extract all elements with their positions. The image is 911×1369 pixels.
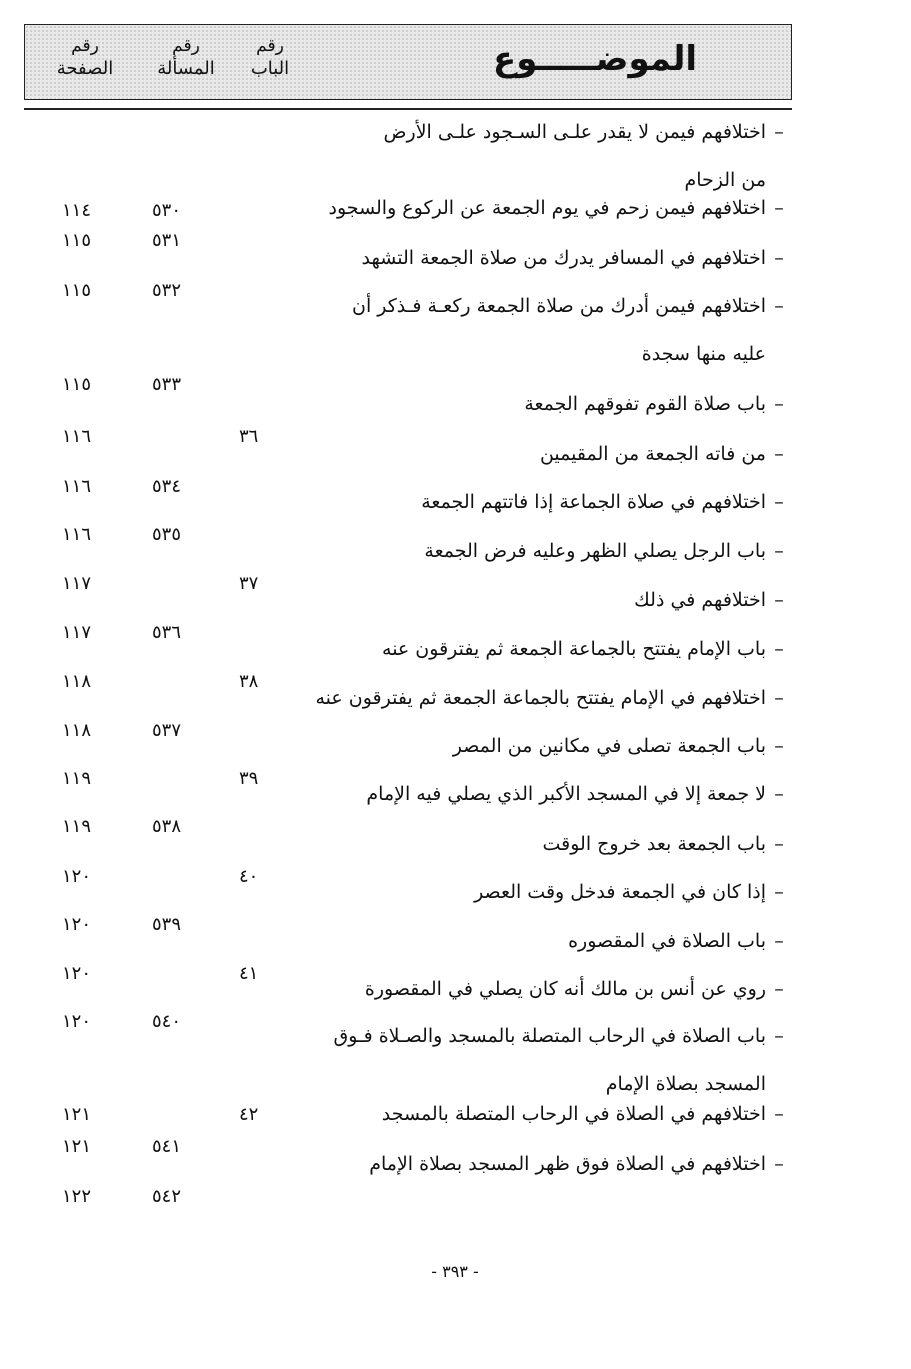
entry-line: [312, 527, 792, 575]
safha-column-header: [37, 35, 133, 81]
toc-entry: [24, 770, 792, 837]
entry-title: [312, 625, 792, 673]
issue-number-cell: ٥٣١: [152, 230, 182, 251]
page-number-cell: ١١٦: [62, 476, 92, 497]
chapter-number-cell: ٣٦: [239, 426, 259, 447]
bab-header-line2: الباب: [250, 58, 290, 79]
page-number-cell: ١٢١: [62, 1136, 92, 1157]
entry-dash: –: [774, 735, 784, 757]
entry-dash: –: [774, 1153, 784, 1175]
issue-number-cell: ٥٣٢: [152, 280, 182, 301]
page-number-cell: ١١٤: [62, 200, 92, 221]
masala-column-header: [147, 35, 225, 81]
entry-line: [312, 868, 792, 916]
issue-number-cell: ٥٣٣: [152, 374, 182, 395]
entry-dash: –: [774, 247, 784, 269]
entry-dash: –: [774, 121, 784, 143]
chapter-number-cell: ٤٠: [239, 866, 259, 887]
chapter-number-cell: ٤٢: [239, 1104, 259, 1125]
toc-entry: [24, 282, 792, 395]
entry-text: لا جمعة إلا في المسجد الأكبر الذي يصلي فيه الإمام: [366, 783, 766, 805]
toc-entry: [24, 625, 792, 692]
entry-dash: –: [774, 881, 784, 903]
entry-line: [312, 184, 792, 232]
entry-text: باب الجمعة بعد خروج الوقت: [542, 833, 766, 855]
entry-line: [312, 674, 792, 722]
issue-number-cell: ٥٣٧: [152, 720, 182, 741]
entry-text: اختلافهم في الصلاة في الرحاب المتصلة بالمسجد: [381, 1103, 766, 1125]
entry-title: [312, 282, 792, 378]
entry-dash: –: [774, 833, 784, 855]
entry-text: اختلافهم في الإمام يفتتح بالجماعة الجمعة ثم يفترقون عنه: [315, 687, 766, 709]
safha-header-line1: رقم: [71, 36, 99, 56]
chapter-number-cell: ٣٨: [239, 671, 259, 692]
toc-header: [24, 24, 792, 100]
page-number-cell: ١١٨: [62, 720, 92, 741]
page-number-cell: ١١٦: [62, 524, 92, 545]
entry-title: [312, 380, 792, 428]
issue-number-cell: ٥٣٤: [152, 476, 182, 497]
entry-text: المسجد بصلاة الإمام: [605, 1073, 766, 1095]
entry-text: اختلافهم في المسافر يدرك من صلاة الجمعة التشهد: [361, 247, 766, 269]
entry-line: [312, 330, 792, 378]
entry-title: [312, 478, 792, 526]
page-number-cell: ١١٩: [62, 768, 92, 789]
page-number-cell: ١١٥: [62, 230, 92, 251]
entry-line: [312, 1140, 792, 1188]
entry-text: اختلافهم فيمن زحم في يوم الجمعة عن الركوع والسجود: [328, 197, 766, 219]
entry-line: [312, 625, 792, 673]
entry-dash: –: [774, 491, 784, 513]
chapter-number-cell: ٣٧: [239, 573, 259, 594]
bab-header-line1: رقم: [256, 36, 284, 56]
entry-text: باب الجمعة تصلى في مكانين من المصر: [452, 735, 766, 757]
entry-dash: –: [774, 930, 784, 952]
issue-number-cell: ٥٤٢: [152, 1186, 182, 1207]
entry-line: [312, 282, 792, 330]
issue-number-cell: ٥٣٦: [152, 622, 182, 643]
entry-title: [312, 965, 792, 1013]
toc-entry: [24, 478, 792, 545]
entry-title: [312, 430, 792, 478]
entry-line: [312, 478, 792, 526]
entry-line: [312, 108, 792, 156]
entry-text: إذا كان في الجمعة فدخل وقت العصر: [474, 881, 766, 903]
entry-text: من فاته الجمعة من المقيمين: [539, 443, 766, 465]
entry-line: [312, 1012, 792, 1060]
entry-text: باب الإمام يفتتح بالجماعة الجمعة ثم يفترقون عنه: [382, 638, 766, 660]
entry-text: باب الصلاة في المقصوره: [568, 930, 766, 952]
entry-title: [312, 770, 792, 818]
entry-line: [312, 1090, 792, 1138]
entry-title: [312, 234, 792, 282]
toc-entry: [24, 722, 792, 789]
page-number: - ٣٩٣ -: [431, 1262, 479, 1281]
page-number-cell: ١١٥: [62, 374, 92, 395]
page-number-cell: ١٢٠: [62, 866, 92, 887]
page-number-cell: ١٢٠: [62, 1011, 92, 1032]
toc-entry: [24, 234, 792, 301]
subject-column-title: الموضـــــوع: [492, 39, 698, 79]
issue-number-cell: ٥٣٨: [152, 816, 182, 837]
entry-dash: –: [774, 978, 784, 1000]
issue-number-cell: ٥٣٩: [152, 914, 182, 935]
page-number-cell: ١٢٠: [62, 963, 92, 984]
entry-dash: –: [774, 197, 784, 219]
toc-entry: [24, 820, 792, 887]
page-number-cell: ١١٦: [62, 426, 92, 447]
entry-line: [312, 430, 792, 478]
chapter-number-cell: ٤١: [239, 963, 259, 984]
entry-line: [312, 576, 792, 624]
entry-title: [312, 576, 792, 624]
entry-dash: –: [774, 1025, 784, 1047]
chapter-number-cell: ٣٩: [239, 768, 259, 789]
entry-text: باب الرجل يصلي الظهر وعليه فرض الجمعة: [424, 540, 766, 562]
entry-dash: –: [774, 783, 784, 805]
entry-text: روي عن أنس بن مالك أنه كان يصلي في المقصورة: [364, 978, 766, 1000]
entry-title: [312, 1090, 792, 1138]
toc-entry: [24, 868, 792, 935]
entry-text: اختلافهم فيمن لا يقدر علـى السـجود علـى الأرض: [383, 121, 766, 143]
page-number-cell: ١٢٢: [62, 1186, 92, 1207]
entry-dash: –: [774, 589, 784, 611]
toc-entry: [24, 184, 792, 251]
page-number-cell: ١١٧: [62, 622, 92, 643]
entry-title: [312, 184, 792, 232]
toc-entry: [24, 674, 792, 741]
entry-title: [312, 674, 792, 722]
entry-title: [312, 820, 792, 868]
entry-title: [312, 917, 792, 965]
page-number-cell: ١٢١: [62, 1104, 92, 1125]
entry-line: [312, 380, 792, 428]
toc-entry: [24, 576, 792, 643]
masala-header-line2: المسألة: [157, 58, 215, 79]
toc-entry: [24, 527, 792, 594]
toc-entry: [24, 430, 792, 497]
toc-entry: [24, 1140, 792, 1207]
entry-text: اختلافهم في ذلك: [634, 589, 766, 611]
entry-text: اختلافهم في الصلاة فوق ظهر المسجد بصلاة الإمام: [369, 1153, 766, 1175]
entry-line: [312, 965, 792, 1013]
issue-number-cell: ٥٣٠: [152, 200, 182, 221]
entry-title: [312, 527, 792, 575]
entry-dash: –: [774, 687, 784, 709]
entry-text: عليه منها سجدة: [641, 343, 766, 365]
issue-number-cell: ٥٤١: [152, 1136, 182, 1157]
toc-entry: [24, 965, 792, 1032]
entry-line: [312, 917, 792, 965]
entry-dash: –: [774, 540, 784, 562]
entry-dash: –: [774, 295, 784, 317]
toc-entry: [24, 380, 792, 447]
entry-title: [312, 868, 792, 916]
entry-dash: –: [774, 1103, 784, 1125]
entry-title: [312, 722, 792, 770]
entry-line: [312, 820, 792, 868]
entry-text: اختلافهم في صلاة الجماعة إذا فاتتهم الجمعة: [421, 491, 766, 513]
entry-line: [312, 234, 792, 282]
bab-column-header: [235, 35, 305, 81]
page-number-cell: ١٢٠: [62, 914, 92, 935]
entry-dash: –: [774, 638, 784, 660]
toc-entry: [24, 917, 792, 984]
page-number-cell: ١١٩: [62, 816, 92, 837]
issue-number-cell: ٥٤٠: [152, 1011, 182, 1032]
entry-title: [312, 1140, 792, 1188]
page-number-cell: ١١٥: [62, 280, 92, 301]
entry-text: باب الصلاة في الرحاب المتصلة بالمسجد والصـلاة فـوق: [333, 1025, 766, 1047]
entry-line: [312, 722, 792, 770]
entry-dash: –: [774, 443, 784, 465]
issue-number-cell: ٥٣٥: [152, 524, 182, 545]
page-number-cell: ١١٧: [62, 573, 92, 594]
entry-text: من الزحام: [684, 169, 766, 191]
entry-text: اختلافهم فيمن أدرك من صلاة الجمعة ركعـة فـذكر أن: [352, 295, 766, 317]
safha-header-line2: الصفحة: [56, 58, 114, 79]
entry-line: [312, 770, 792, 818]
entry-dash: –: [774, 393, 784, 415]
page-number-cell: ١١٨: [62, 671, 92, 692]
entry-text: باب صلاة القوم تفوقهم الجمعة: [524, 393, 766, 415]
toc-entry: [24, 1090, 792, 1157]
masala-header-line1: رقم: [172, 36, 200, 56]
